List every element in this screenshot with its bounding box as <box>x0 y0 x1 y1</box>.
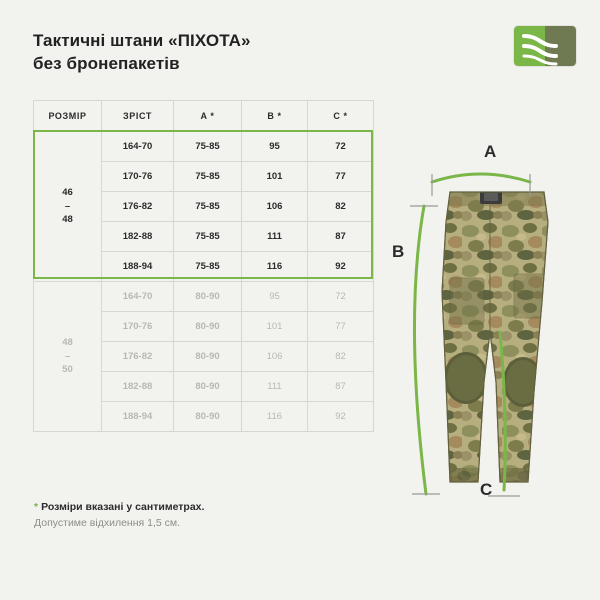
cell-a: 75-85 <box>174 132 242 162</box>
cell-height: 164-70 <box>102 282 174 312</box>
table-row <box>34 282 374 312</box>
measure-line-c <box>500 332 505 490</box>
cell-a: 75-85 <box>174 192 242 222</box>
cell-c: 87 <box>308 372 374 402</box>
measure-label-c: C <box>480 480 493 499</box>
page-title-line-1: Тактичні штани «ПІХОТА» <box>33 31 251 50</box>
size-group-label-48-50 <box>34 282 102 432</box>
measure-line-b <box>414 206 426 494</box>
size-group-line-1: 46 <box>62 186 73 198</box>
cell-b: 101 <box>242 162 308 192</box>
cell-height: 182-88 <box>102 372 174 402</box>
cell-c: 77 <box>308 312 374 342</box>
footnote-text-1: Розміри вказані у сантиметрах. <box>41 501 205 513</box>
cell-c: 82 <box>308 342 374 372</box>
measure-label-a: A <box>484 142 497 161</box>
cell-c: 92 <box>308 402 374 432</box>
footnote <box>34 500 364 532</box>
cell-a: 80-90 <box>174 282 242 312</box>
cell-b: 95 <box>242 132 308 162</box>
col-header-b: B * <box>242 101 308 132</box>
measurement-guides <box>380 120 580 540</box>
page-title <box>33 30 413 76</box>
cell-b: 106 <box>242 342 308 372</box>
cell-b: 95 <box>242 282 308 312</box>
cell-a: 75-85 <box>174 162 242 192</box>
logo-mark-icon <box>514 26 576 66</box>
size-group-line-3: 50 <box>62 364 73 376</box>
cell-height: 170-76 <box>102 162 174 192</box>
table-row <box>34 132 374 162</box>
cell-a: 75-85 <box>174 252 242 282</box>
size-table-body <box>34 132 374 432</box>
table-header-row <box>34 101 374 132</box>
cell-a: 80-90 <box>174 342 242 372</box>
cell-a: 80-90 <box>174 402 242 432</box>
cell-b: 116 <box>242 252 308 282</box>
size-group-label-46-48 <box>34 132 102 282</box>
cell-height: 176-82 <box>102 192 174 222</box>
product-illustration <box>380 120 580 540</box>
cell-c: 87 <box>308 222 374 252</box>
col-header-height: ЗРІСТ <box>102 101 174 132</box>
cell-a: 80-90 <box>174 312 242 342</box>
cell-c: 72 <box>308 282 374 312</box>
cell-b: 111 <box>242 222 308 252</box>
brand-logo <box>514 26 576 66</box>
size-table-container <box>33 100 373 432</box>
col-header-c: C * <box>308 101 374 132</box>
cell-b: 101 <box>242 312 308 342</box>
cell-c: 92 <box>308 252 374 282</box>
size-table-head <box>34 101 374 132</box>
cell-c: 82 <box>308 192 374 222</box>
cell-b: 116 <box>242 402 308 432</box>
col-header-a: A * <box>174 101 242 132</box>
cell-b: 111 <box>242 372 308 402</box>
size-group-line-2: – <box>64 350 71 362</box>
page-title-line-2: без бронепакетів <box>33 53 180 73</box>
size-group-line-2: – <box>64 200 71 212</box>
size-table <box>33 100 374 432</box>
cell-height: 188-94 <box>102 252 174 282</box>
measure-label-b: B <box>392 242 405 261</box>
size-group-line-1: 48 <box>62 336 73 348</box>
cell-height: 164-70 <box>102 132 174 162</box>
cell-a: 75-85 <box>174 222 242 252</box>
cell-c: 72 <box>308 132 374 162</box>
cell-height: 170-76 <box>102 312 174 342</box>
footnote-line-1 <box>34 500 364 516</box>
col-header-size: РОЗМІР <box>34 101 102 132</box>
measure-arc-a <box>432 174 530 182</box>
cell-c: 77 <box>308 162 374 192</box>
footnote-asterisk: * <box>34 501 39 513</box>
cell-height: 188-94 <box>102 402 174 432</box>
size-group-line-3: 48 <box>62 214 73 226</box>
cell-a: 80-90 <box>174 372 242 402</box>
cell-height: 176-82 <box>102 342 174 372</box>
footnote-line-2: Допустиме відхилення 1,5 см. <box>34 516 181 529</box>
cell-b: 106 <box>242 192 308 222</box>
cell-height: 182-88 <box>102 222 174 252</box>
